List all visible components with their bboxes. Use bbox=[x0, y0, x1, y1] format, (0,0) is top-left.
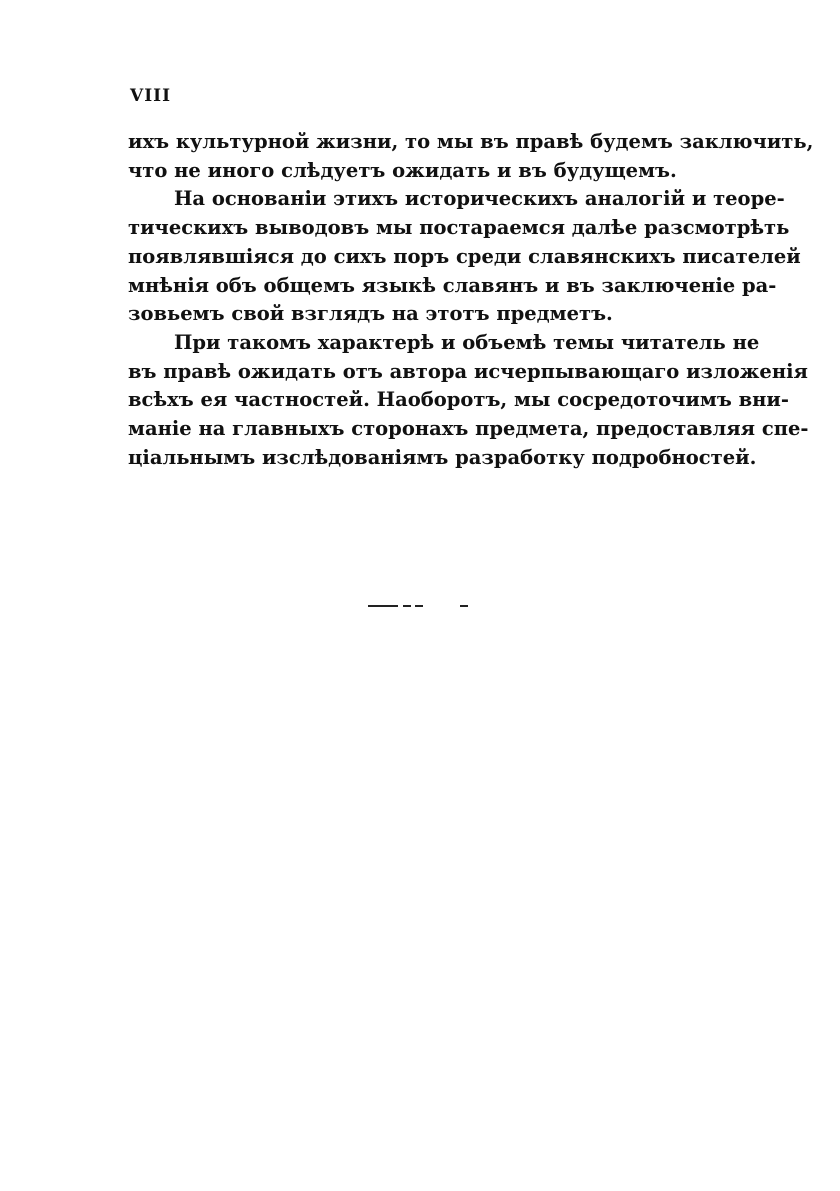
paragraph-3 bbox=[128, 329, 809, 473]
section-end-rule bbox=[368, 605, 478, 609]
text-line: На основаніи этихъ историческихъ аналогій и теоре- bbox=[174, 187, 785, 211]
paragraph-1 bbox=[128, 128, 814, 185]
page-number: VIII bbox=[130, 86, 172, 106]
rule-segment bbox=[403, 605, 411, 607]
paragraph-2 bbox=[128, 185, 801, 329]
text-line: При такомъ характерѣ и объемѣ темы читатель не bbox=[174, 330, 760, 354]
rule-segment bbox=[460, 605, 468, 607]
text-line: зовьемъ свой взглядъ на этотъ предметъ. bbox=[128, 302, 613, 326]
text-line: въ правѣ ожидать отъ автора исчерпывающаго изложенія bbox=[128, 359, 808, 383]
text-line: мнѣнія объ общемъ языкѣ славянъ и въ заключеніе ра- bbox=[128, 273, 777, 297]
rule-segment bbox=[415, 605, 423, 607]
rule-segment bbox=[368, 605, 398, 607]
body-text bbox=[128, 128, 814, 472]
text-line: ихъ культурной жизни, то мы въ правѣ будемъ заключить, bbox=[128, 130, 814, 153]
text-line: всѣхъ ея частностей. Наоборотъ, мы сосредоточимъ вни- bbox=[128, 388, 789, 412]
text-line: ціальнымъ изслѣдованіямъ разработку подробностей. bbox=[128, 445, 757, 469]
text-line: что не иного слѣдуетъ ожидать и въ будущемъ. bbox=[128, 158, 677, 182]
text-line: тическихъ выводовъ мы постараемся далѣе разсмотрѣть bbox=[128, 216, 790, 240]
text-line: появлявшіяся до сихъ поръ среди славянскихъ писателей bbox=[128, 244, 801, 268]
text-line: маніе на главныхъ сторонахъ предмета, предоставляя спе- bbox=[128, 417, 809, 441]
